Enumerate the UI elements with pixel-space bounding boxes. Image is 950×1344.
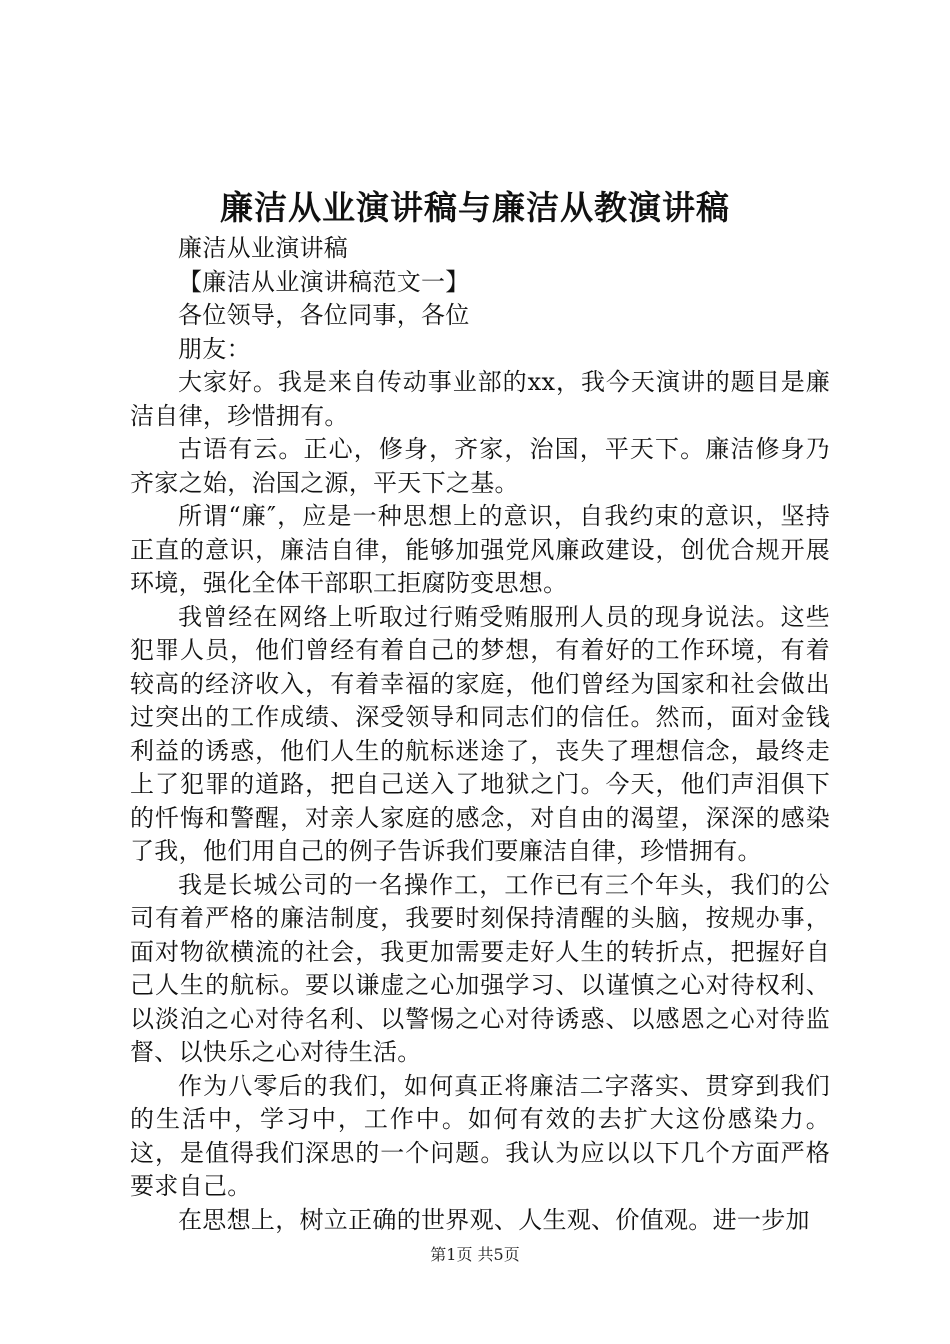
subtitle: 廉洁从业演讲稿 (178, 234, 349, 262)
paragraph: 古语有云。正心，修身，齐家，治国，平天下。廉洁修身乃齐家之始，治国之源，平天下之基。 (130, 435, 830, 497)
paragraph: 在思想上，树立正确的世界观、人生观、价值观。进一步加 (178, 1205, 810, 1234)
sample-heading: 【廉洁从业演讲稿范文一】 (178, 267, 470, 296)
document-body (130, 232, 830, 1237)
document-title: 廉洁从业演讲稿与廉洁从教演讲稿 (220, 188, 730, 227)
paragraph: 所谓“廉″，应是一种思想上的意识，自我约束的意识，坚持正直的意识，廉洁自律，能够加强党风廉政建设，创优合规开展环境，强化全体干部职工拒腐防变思想。 (130, 502, 830, 597)
paragraph: 作为八零后的我们，如何真正将廉洁二字落实、贯穿到我们的生活中，学习中，工作中。如何有效的去扩大这份感染力。这，是值得我们深思的一个问题。我认为应以以下几个方面严格要求自己。 (130, 1071, 830, 1200)
page-footer: 第1页 共5页 (430, 1245, 520, 1264)
paragraph: 我曾经在网络上听取过行贿受贿服刑人员的现身说法。这些犯罪人员，他们曾经有着自己的梦想，有着好的工作环境，有着较高的经济收入，有着幸福的家庭，他们曾经为国家和社会做出过突出的工作成绩、深受领导和同志们的信任。然而，面对金钱利益的诱惑，他们人生的航标迷途了，丧失了理想信念，最终走上了犯罪的道路，把自己送入了地狱之门。今天，他们声泪俱下的忏悔和警醒，对亲人家庭的感念，对自由的渴望，深深的感染了我，他们用自己的例子告诉我们要廉洁自律，珍惜拥有。 (130, 602, 830, 865)
paragraph: 大家好。我是来自传动事业部的xx，我今天演讲的题目是廉洁自律，珍惜拥有。 (130, 368, 830, 430)
salutation-line: 朋友： (178, 334, 251, 363)
paragraph: 我是长城公司的一名操作工，工作已有三个年头，我们的公司有着严格的廉洁制度，我要时刻保持清醒的头脑，按规办事，面对物欲横流的社会，我更加需要走好人生的转折点，把握好自己人生的航标。要以谦虚之心加强学习、以谨慎之心对待权利、以淡泊之心对待名利、以警惕之心对待诱惑、以感恩之心对待监督、以快乐之心对待生活。 (130, 870, 830, 1066)
salutation-line: 各位领导，各位同事，各位 (178, 301, 470, 329)
